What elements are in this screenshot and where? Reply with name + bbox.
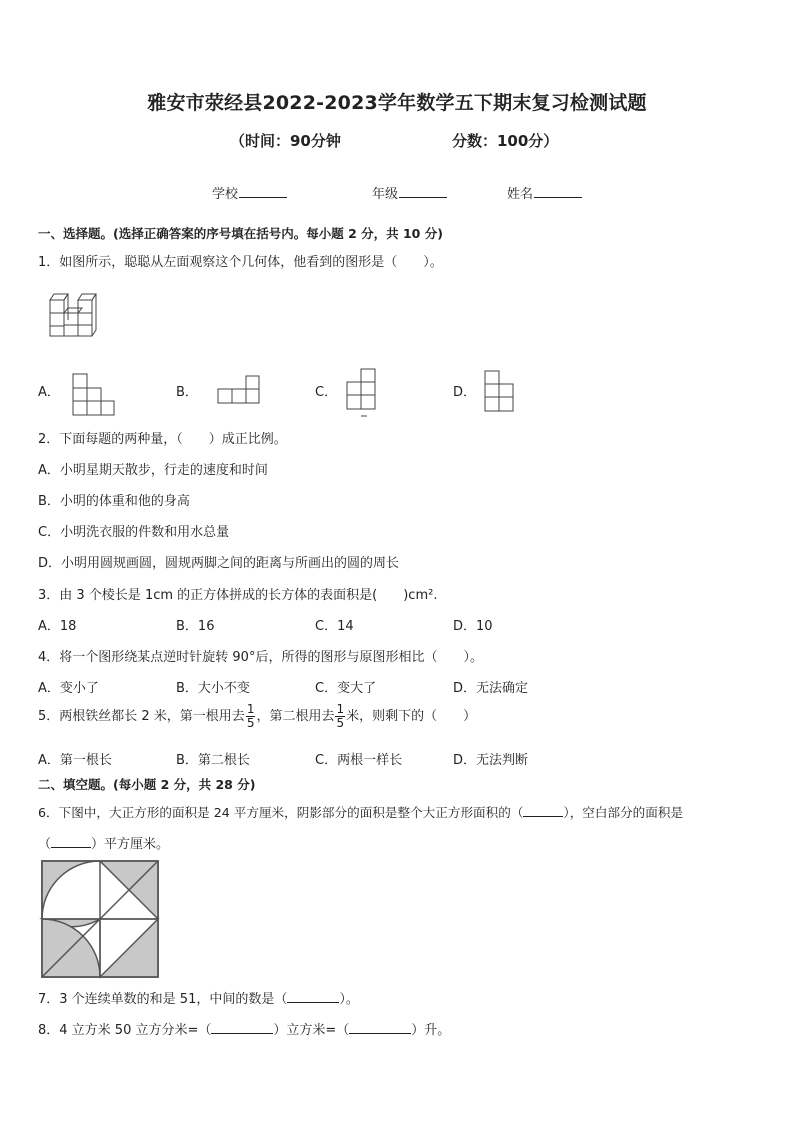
question-1: 1．如图所示，聪聪从左面观察这个几何体，他看到的图形是（ ）。 xyxy=(38,255,443,270)
question-3: 3．由 3 个棱长是 1cm 的正方体拼成的长方体的表面积是( )cm². xyxy=(38,588,438,603)
question-6-line-1 xyxy=(38,802,683,821)
q1-option-d-figure xyxy=(485,371,515,413)
q6-text-1: 6．下图中，大正方形的面积是 24 平方厘米，阴影部分的面积是整个大正方形面积的（ xyxy=(38,805,524,820)
q5-fraction-1-denominator: 5 xyxy=(246,716,255,730)
q3-option-a[interactable]: A．18 xyxy=(38,619,77,634)
q3-option-d[interactable]: D．10 xyxy=(453,619,493,634)
q8-blank-1[interactable] xyxy=(211,1021,273,1034)
q5-option-b[interactable]: B．第二根长 xyxy=(176,753,250,768)
q5-part-2: ，第二根用去 xyxy=(256,709,335,724)
school-field xyxy=(212,183,287,202)
q7-blank[interactable] xyxy=(287,990,339,1003)
q6-square-figure xyxy=(42,861,158,977)
q3-option-b[interactable]: B．16 xyxy=(176,619,215,634)
q6-text-2: ），空白部分的面积是 xyxy=(563,805,684,820)
question-2: 2．下面每题的两种量，（ ）成正比例。 xyxy=(38,432,287,447)
q7-text: 7．3 个连续单数的和是 51，中间的数是（ xyxy=(38,992,288,1007)
q1-option-a-figure xyxy=(73,374,115,416)
q2-option-a[interactable]: A．小明星期天散步，行走的速度和时间 xyxy=(38,463,268,478)
q5-fraction-1-numerator: 1 xyxy=(246,702,255,716)
q2-option-b[interactable]: B．小明的体重和他的身高 xyxy=(38,494,190,509)
school-blank xyxy=(239,185,287,198)
q8-mid: ）立方米=（ xyxy=(273,1023,350,1038)
question-6-line-2 xyxy=(38,833,169,852)
school-label: 学校 xyxy=(212,187,239,202)
q5-fraction-2-denominator: 5 xyxy=(336,716,345,730)
q1-solid-figure xyxy=(46,292,98,338)
q1-option-a[interactable]: A． xyxy=(38,385,60,400)
name-blank xyxy=(534,185,582,198)
q4-option-a[interactable]: A．变小了 xyxy=(38,681,99,696)
exam-score: 分数：100分） xyxy=(452,132,559,150)
q5-fraction-2-numerator: 1 xyxy=(336,702,345,716)
q8-end: ）升。 xyxy=(411,1023,451,1038)
q5-fraction-1 xyxy=(246,703,256,730)
section-1-heading: 一、选择题。(选择正确答案的序号填在括号内。每小题 2 分，共 10 分) xyxy=(38,226,443,241)
q4-option-d[interactable]: D．无法确定 xyxy=(453,681,529,696)
name-label: 姓名 xyxy=(507,187,534,202)
question-4: 4．将一个图形绕某点逆时针旋转 90°后，所得的图形与原图形相比（ ）。 xyxy=(38,650,483,665)
exam-time: （时间：90分钟 xyxy=(230,132,341,150)
q1-option-d[interactable]: D． xyxy=(453,385,477,400)
question-8 xyxy=(38,1019,450,1038)
q7-end: ）。 xyxy=(339,992,359,1007)
q6-blank-1[interactable] xyxy=(523,804,563,817)
question-5 xyxy=(38,703,476,730)
q3-option-c[interactable]: C．14 xyxy=(315,619,354,634)
grade-label: 年级 xyxy=(372,187,399,202)
grade-blank xyxy=(399,185,447,198)
question-7 xyxy=(38,988,359,1007)
q4-option-c[interactable]: C．变大了 xyxy=(315,681,377,696)
page-title: 雅安市荥经县2022-2023学年数学五下期末复习检测试题 xyxy=(147,92,647,114)
q5-option-c[interactable]: C．两根一样长 xyxy=(315,753,403,768)
grade-field xyxy=(372,183,447,202)
q5-option-d[interactable]: D．无法判断 xyxy=(453,753,529,768)
q8-blank-2[interactable] xyxy=(349,1021,411,1034)
q1-option-b-figure xyxy=(218,376,260,404)
q1-option-c[interactable]: C． xyxy=(315,385,338,400)
q6-text-4: ）平方厘米。 xyxy=(91,837,170,852)
q6-blank-2[interactable] xyxy=(51,835,91,848)
name-field xyxy=(507,183,582,202)
q4-option-b[interactable]: B．大小不变 xyxy=(176,681,250,696)
q2-option-d[interactable]: D．小明用圆规画圆，圆规两脚之间的距离与所画出的圆的周长 xyxy=(38,556,400,571)
section-2-heading: 二、填空题。(每小题 2 分，共 28 分) xyxy=(38,777,256,792)
q1-option-c-figure xyxy=(347,369,377,417)
q5-option-a[interactable]: A．第一根长 xyxy=(38,753,112,768)
q5-fraction-2 xyxy=(335,703,345,730)
q5-part-3: 米，则剩下的（ ） xyxy=(346,709,477,724)
q1-option-b[interactable]: B． xyxy=(176,385,198,400)
q8-text: 8．4 立方米 50 立方分米=（ xyxy=(38,1023,212,1038)
q5-part-1: 5．两根铁丝都长 2 米，第一根用去 xyxy=(38,709,245,724)
q6-text-3: （ xyxy=(38,837,52,852)
q2-option-c[interactable]: C．小明洗衣服的件数和用水总量 xyxy=(38,525,230,540)
